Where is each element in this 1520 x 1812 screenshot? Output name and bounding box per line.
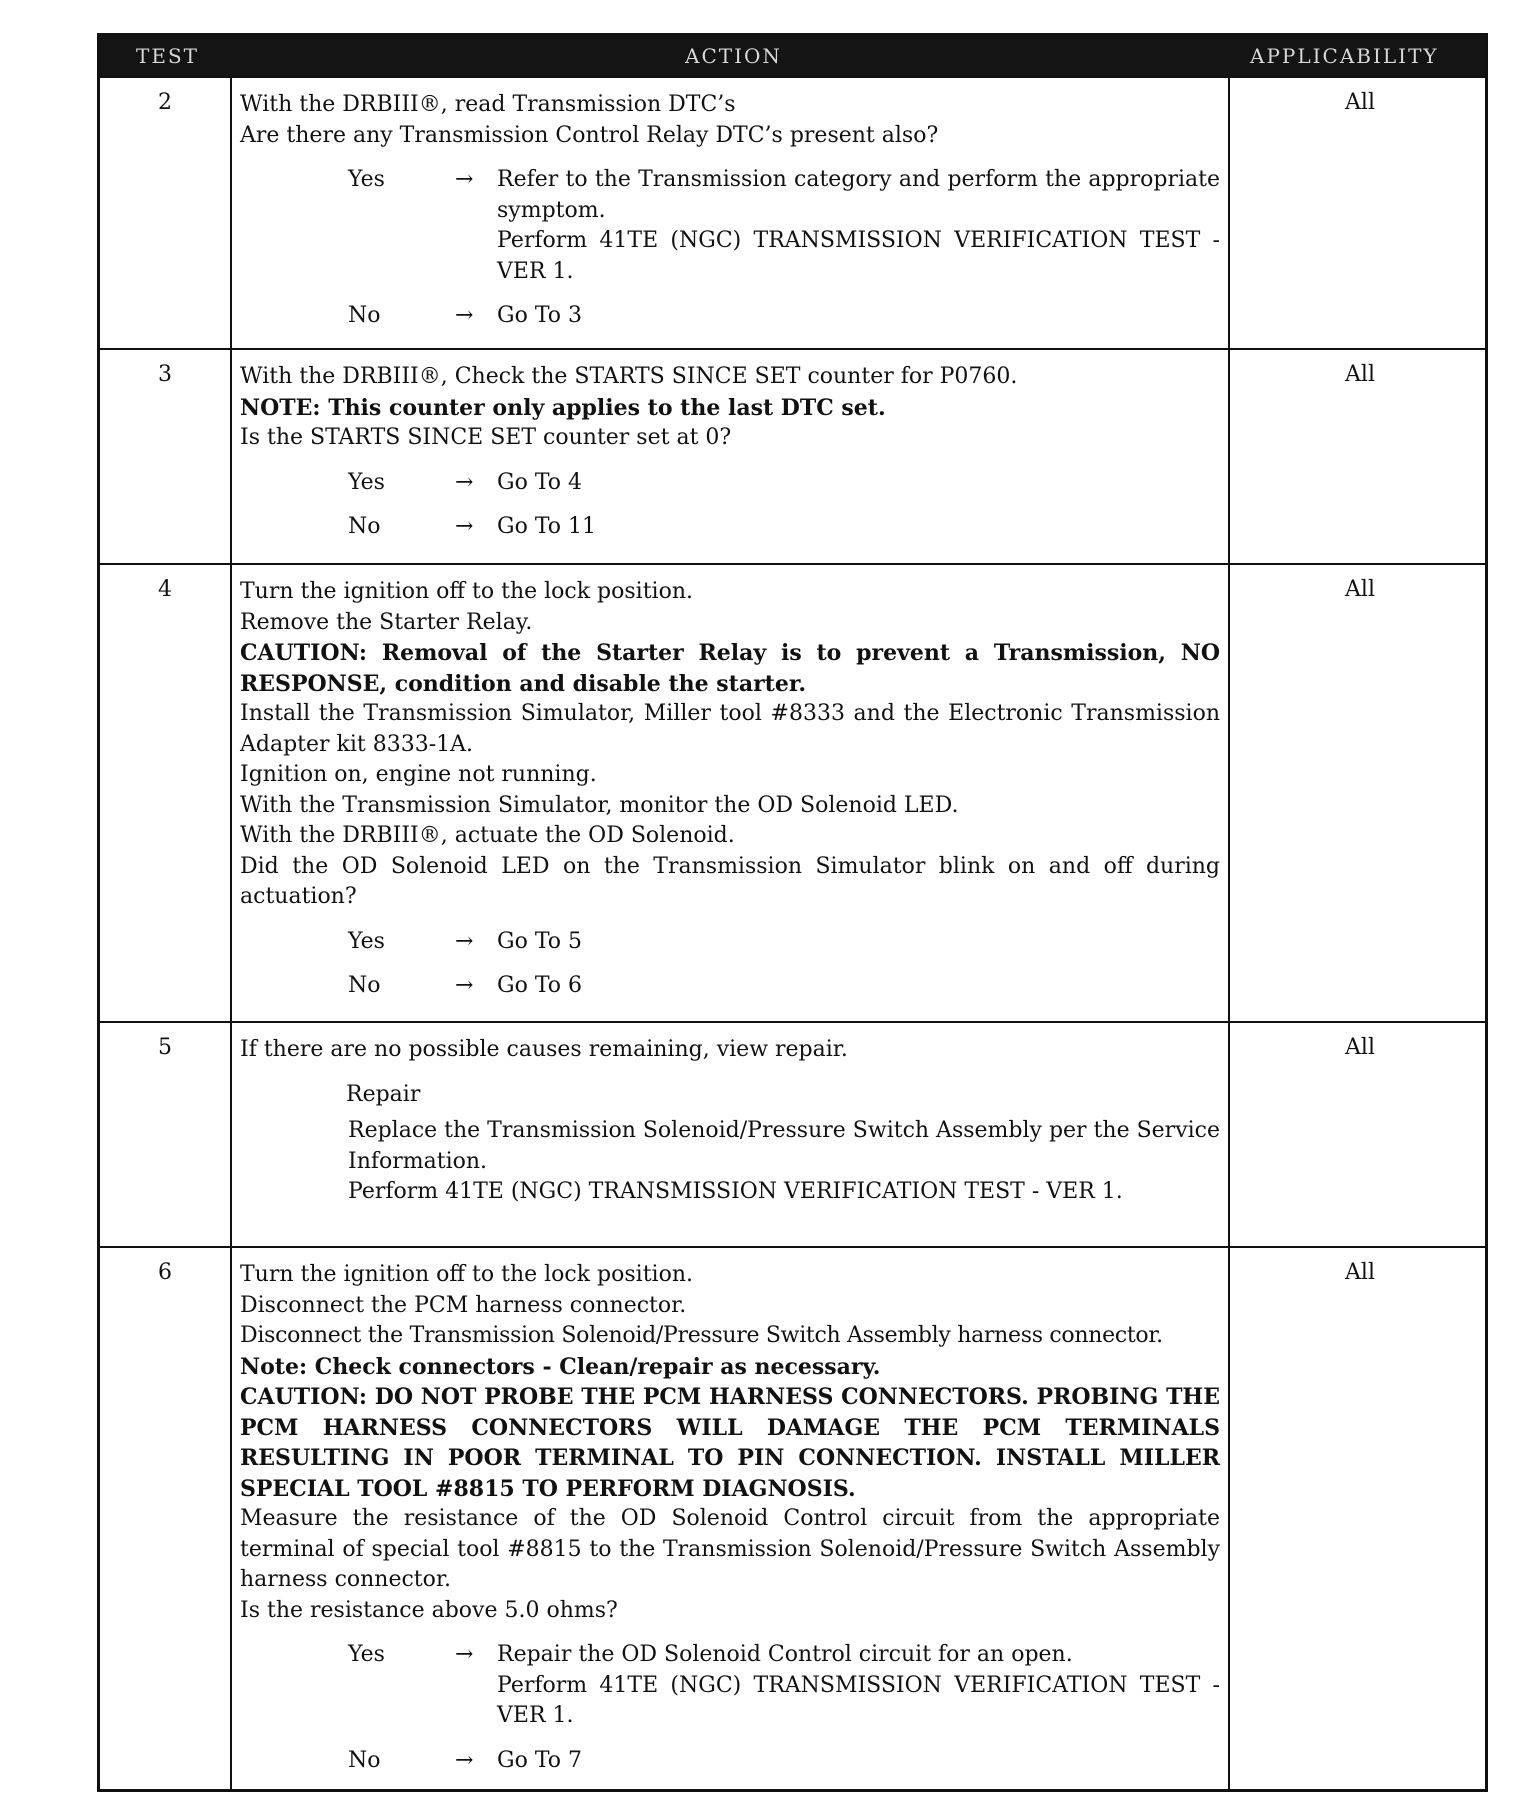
test-number: 3 [158,362,172,387]
note-text: Note: Check connectors - Clean/repair as necessary. [240,1353,881,1380]
applicability: All [1345,1035,1375,1060]
table-row [100,76,1485,348]
answer-no: No → Go To 3 [348,303,583,328]
test-number: 4 [158,577,172,602]
table-row [100,348,1485,563]
applicability: All [1345,362,1375,387]
table-header [100,36,1485,76]
table-row [100,563,1485,1021]
test-number: 5 [158,1035,172,1060]
header-action: ACTION [685,44,782,68]
caution-text: CAUTION: Removal of the Starter Relay is to prevent a Transmission, NO RESPONSE, condition and disable the starter. [240,640,1220,697]
answer-no: No → Go To 11 [348,514,597,539]
table-row [100,1021,1485,1246]
header-applicability: APPLICABILITY [1250,44,1439,68]
answer-yes: Yes → Repair the OD Solenoid Control circuit for an open. Perform 41TE (NGC) TRANSMISSION VERIFICATION TEST - VER 1. [348,1642,1220,1728]
note-text: NOTE: This counter only applies to the last DTC set. [240,394,886,421]
action-cell: Turn the ignition off to the lock position. Remove the Starter Relay. CAUTION: Removal of the Starter Relay is to prevent a Transmission, NO RESPONSE, condition and disable the starter. Install the Transmission Simulator, Miller tool #8333 and the Electronic Transmission Adapter kit 8333-1A. Ignition on, engine not running. With the Transmission Simulator, monitor the OD Solenoid LED. With the DRBIII®, actuate the OD Solenoid. Did the OD Solenoid LED on the Transmission Simulator blink on and off during actuation? Yes → Go To 5 No → Go To 6 [240,577,1220,1002]
action-cell: Turn the ignition off to the lock position. Disconnect the PCM harness connector. Disconnect the Transmission Solenoid/Pressure Switch Assembly harness connector. Note: Check connectors - Clean/repair as necessary. CAUTION: DO NOT PROBE THE PCM HARNESS CONNECTORS. PROBING THE PCM HARNESS CONNECTORS WILL DAMAGE THE PCM TERMINALS RESULTING IN POOR TERMINAL TO PIN CONNECTION. INSTALL MILLER SPECIAL TOOL #8815 TO PERFORM DIAGNOSIS. Measure the resistance of the OD Solenoid Control circuit from the appropriate terminal of special tool #8815 to the Transmission Solenoid/Pressure Switch Assembly harness connector. Is the resistance above 5.0 ohms? Yes → Repair the OD Solenoid Control circuit for an open. Perform 41TE (NGC) TRANSMISSION VERIFICATION TEST - VER 1. No → Go To 7 [240,1260,1220,1776]
action-cell: With the DRBIII®, read Transmission DTC’s Are there any Transmission Control Relay DTC’s present also? Yes → Refer to the Transmission category and perform the appropriate symptom. Perform 41TE (NGC) TRANSMISSION VERIFICATION TEST - VER 1. No → Go To 3 [240,90,1220,332]
answer-no: No → Go To 6 [348,973,583,998]
diagnostic-table [97,33,1488,1792]
test-number: 2 [158,90,172,115]
test-number: 6 [158,1260,172,1285]
table-row [100,1246,1485,1792]
applicability: All [1345,577,1375,602]
answer-no: No → Go To 7 [348,1747,583,1773]
caution-text: CAUTION: DO NOT PROBE THE PCM HARNESS CONNECTORS. PROBING THE PCM HARNESS CONNECTORS WILL DAMAGE THE PCM TERMINALS RESULTING IN POOR TERMINAL TO PIN CONNECTION. INSTALL MILLER SPECIAL TOOL #8815 TO PERFORM DIAGNOSIS. [240,1384,1220,1502]
answer-yes: Yes → Refer to the Transmission category and perform the appropriate symptom. Perform 41TE (NGC) TRANSMISSION VERIFICATION TEST - VER 1. [348,167,1220,284]
repair-label: Repair [346,1081,421,1107]
header-test: TEST [136,44,199,68]
applicability: All [1345,90,1375,115]
answer-yes: Yes → Go To 4 [348,469,583,495]
repair-text: Replace the Transmission Solenoid/Pressure Switch Assembly per the Service Information. Perform 41TE (NGC) TRANSMISSION VERIFICATION TEST - VER 1. [348,1118,1220,1204]
answer-yes: Yes → Go To 5 [348,928,583,954]
action-cell: If there are no possible causes remaining, view repair. Repair Replace the Transmission Solenoid/Pressure Switch Assembly per the Service Information. Perform 41TE (NGC) TRANSMISSION VERIFICATION TEST - VER 1. [240,1035,1220,1208]
applicability: All [1345,1260,1375,1285]
action-cell: With the DRBIII®, Check the STARTS SINCE SET counter for P0760. NOTE: This counter only applies to the last DTC set. Is the STARTS SINCE SET counter set at 0? Yes → Go To 4 No → Go To 11 [240,362,1220,543]
